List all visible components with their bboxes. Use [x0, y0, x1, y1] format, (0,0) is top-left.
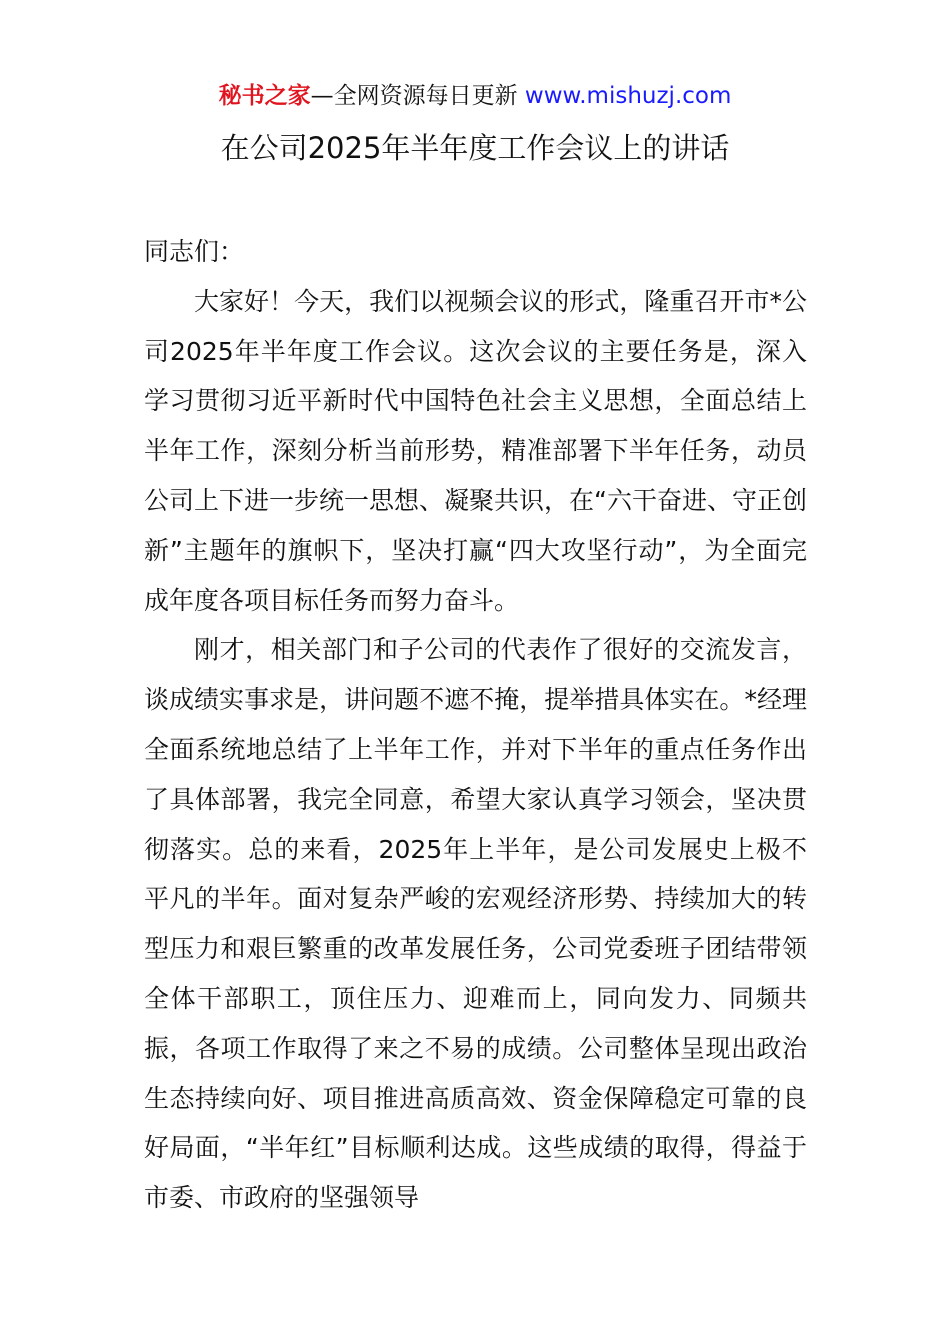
site-url-link[interactable]: www.mishuzj.com	[524, 83, 732, 109]
paragraph-2: 刚才，相关部门和子公司的代表作了很好的交流发言，谈成绩实事求是，讲问题不遮不掩，提举措具体实在。*经理全面系统地总结了上半年工作，并对下半年的重点任务作出了具体部署，我完全同意，希望大家认真学习领会，坚决贯彻落实。总的来看，2025年上半年，是公司发展史上极不平凡的半年。面对复杂严峻的宏观经济形势、持续加大的转型压力和艰巨繁重的改革发展任务，公司党委班子团结带领全体干部职工，顶住压力、迎难而上，同向发力、同频共振，各项工作取得了来之不易的成绩。公司整体呈现出政治生态持续向好、项目推进高质高效、资金保障稳定可靠的良好局面，“半年红”目标顺利达成。这些成绩的取得，得益于市委、市政府的坚强领导	[144, 635, 807, 1213]
brand-name: 秘书之家	[218, 83, 311, 109]
site-header	[0, 80, 950, 112]
paragraph-1: 大家好！今天，我们以视频会议的形式，隆重召开市*公司2025年半年度工作会议。这次会议的主要任务是，深入学习贯彻习近平新时代中国特色社会主义思想，全面总结上半年工作，深刻分析当前形势，精准部署下半年任务，动员公司上下进一步统一思想、凝聚共识，在“六干奋进、守正创新”主题年的旗帜下，坚决打赢“四大攻坚行动”，为全面完成年度各项目标任务而努力奋斗。	[144, 286, 807, 615]
document-body	[144, 227, 807, 1223]
salutation: 同志们：	[144, 237, 245, 266]
document-title: 在公司2025年半年度工作会议上的讲话	[220, 131, 730, 165]
header-tagline: —全网资源每日更新	[310, 83, 518, 109]
